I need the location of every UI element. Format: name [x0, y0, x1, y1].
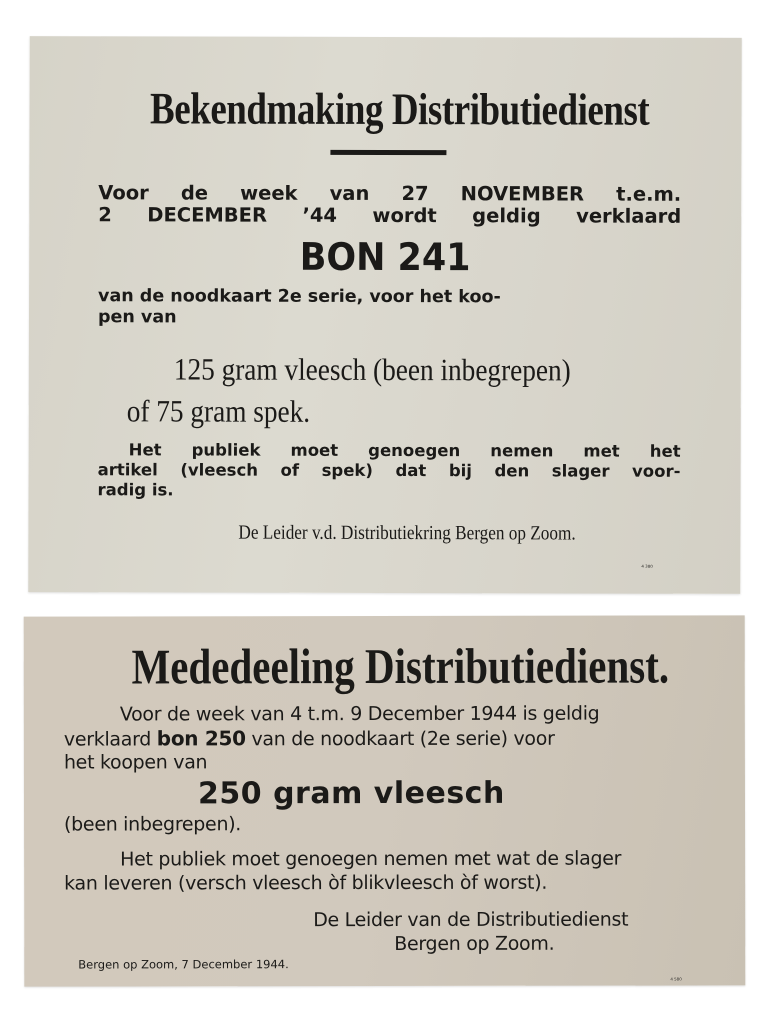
word: 27 — [401, 182, 429, 206]
word: bij — [448, 461, 472, 481]
notice-1-note-line-1 — [129, 440, 681, 461]
word: t.e.m. — [616, 182, 682, 206]
text: van de noodkaart (2e serie) voor — [245, 727, 555, 751]
word: spek) — [321, 460, 373, 480]
notice-mededeeling — [24, 615, 746, 986]
word: publiek — [191, 440, 261, 460]
word: van — [329, 181, 370, 205]
notice-2-place-date: Bergen op Zoom, 7 December 1944. — [78, 957, 289, 972]
text: verklaard — [63, 728, 157, 751]
notice-1-note-line-2 — [98, 460, 681, 482]
word: geldig — [472, 204, 541, 228]
notice-2-note-line-2: kan leveren (versch vleesch òf blikvleesch òf worst). — [64, 871, 548, 895]
word: artikel — [97, 460, 158, 480]
printer-mark: 4 380 — [641, 563, 653, 569]
notice-2-title: Mededeeling Distributiedienst. — [131, 637, 670, 695]
notice-2-bone-note: (been inbegrepen). — [64, 813, 242, 836]
word: moet — [290, 440, 339, 460]
word: wordt — [372, 203, 437, 228]
notice-1-note-line-3: radig is. — [97, 480, 174, 500]
word: (vleesch — [180, 460, 259, 480]
word: verklaard — [576, 204, 682, 228]
notice-bekendmaking — [28, 36, 741, 594]
word: slager — [551, 461, 610, 481]
printer-mark: 4 580 — [670, 976, 682, 982]
notice-1-week-line-2 — [98, 204, 681, 228]
notice-2-signature-title: De Leider van de Distributiedienst — [313, 908, 629, 932]
word: de — [180, 181, 209, 205]
notice-1-card-line-1: van de noodkaart 2e serie, voor het koo- — [98, 286, 501, 308]
notice-1-signature: De Leider v.d. Distributiekring Bergen op Zoom. — [238, 521, 576, 545]
word: of — [280, 460, 300, 480]
word: Voor — [98, 181, 149, 205]
coupon-number: BON 241 — [299, 234, 471, 280]
notice-2-signature-place: Bergen op Zoom. — [394, 932, 555, 955]
notice-2-coupon-line — [64, 726, 555, 752]
notice-2-note-line-1: Het publiek moet genoegen nemen met wat de slager — [120, 847, 622, 871]
word: met — [583, 441, 620, 461]
word: DECEMBER — [147, 203, 268, 227]
notice-1-title: Bekendmaking Distributiedienst — [150, 83, 650, 135]
word: week — [240, 181, 298, 205]
notice-1-week-line-1 — [98, 182, 681, 206]
word: ’44 — [302, 203, 338, 227]
notice-1-card-line-2: pen van — [97, 307, 177, 328]
word: Het — [128, 440, 162, 460]
notice-2-purchase-line: het koopen van — [63, 751, 208, 774]
ration-item-bacon: of 75 gram spek. — [126, 393, 311, 429]
notice-2-week-line: Voor de week van 4 t.m. 9 December 1944 is geldig — [119, 702, 600, 726]
coupon-number: bon 250 — [156, 726, 246, 751]
word: voor- — [632, 461, 681, 481]
word: den — [494, 461, 530, 481]
ration-item-meat: 125 gram vleesch (been inbegrepen) — [173, 351, 571, 388]
word: nemen — [490, 441, 554, 461]
word: NOVEMBER — [460, 182, 585, 206]
ration-item-meat: 250 gram vleesch — [197, 775, 505, 812]
word: het — [649, 441, 681, 461]
word: dat — [395, 461, 427, 481]
title-underline-rule — [330, 150, 446, 155]
word: genoegen — [368, 440, 461, 461]
word: 2 — [98, 203, 112, 227]
